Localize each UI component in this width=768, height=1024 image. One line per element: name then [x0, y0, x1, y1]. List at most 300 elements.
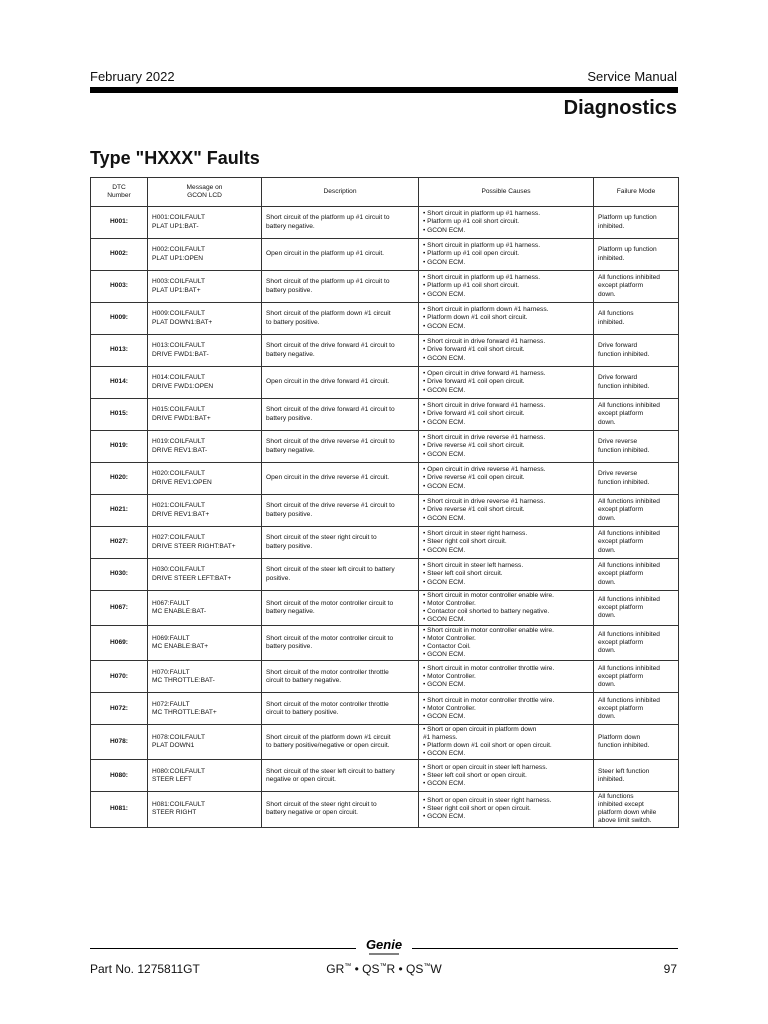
table-row — [91, 527, 679, 559]
description-cell-line: Short circuit of the drive forward #1 circuit to — [266, 406, 395, 414]
causes-cell-line: • Short circuit in motor controller enable wire. — [423, 592, 554, 599]
causes-cell-line: • GCON ECM. — [423, 779, 466, 787]
message-cell-line: H067:FAULT — [152, 600, 190, 608]
message-cell-line: H015:COILFAULT — [152, 406, 206, 414]
message-cell — [148, 239, 262, 271]
failure-mode-cell-line: down. — [598, 680, 616, 688]
causes-cell-line: • GCON ECM. — [423, 546, 466, 554]
failure-mode-cell — [594, 303, 679, 335]
causes-cell-line: • Drive forward #1 coil open circuit. — [423, 378, 525, 386]
description-cell — [262, 335, 419, 367]
causes-cell-line: • Short circuit in motor controller throttle wire. — [423, 664, 555, 672]
failure-mode-cell-line: function inhibited. — [598, 350, 650, 358]
description-cell-line: battery negative. — [266, 350, 315, 358]
description-cell-line: negative or open circuit. — [266, 775, 337, 783]
message-cell-line: H030:COILFAULT — [152, 566, 206, 574]
dtc-number-cell: H001: — [91, 207, 148, 239]
description-cell-line: Open circuit in the platform up #1 circuit. — [266, 250, 385, 258]
footer-page-number: 97 — [663, 962, 677, 976]
causes-cell-line: • GCON ECM. — [423, 616, 466, 624]
causes-cell-line: • Short circuit in drive reverse #1 harness. — [423, 498, 546, 506]
causes-cell-line: • GCON ECM. — [423, 813, 466, 821]
description-cell-line: positive. — [266, 574, 291, 582]
causes-cell-line: • Motor Controller. — [423, 600, 476, 608]
message-cell — [148, 760, 262, 792]
causes-cell-line: #1 harness. — [423, 734, 458, 742]
message-cell — [148, 495, 262, 527]
causes-cell-line: • Short circuit in platform up #1 harness. — [423, 242, 541, 250]
causes-cell-line: • Short circuit in platform up #1 harness. — [423, 274, 541, 282]
causes-cell — [419, 760, 594, 792]
failure-mode-cell-line: Platform up function — [598, 246, 657, 254]
failure-mode-cell-line: All functions — [598, 793, 634, 801]
message-cell-line: H027:COILFAULT — [152, 534, 206, 542]
failure-mode-cell-line: All functions inhibited — [598, 696, 660, 704]
description-cell-line: Short circuit of the steer right circuit to — [266, 534, 377, 542]
table-row — [91, 661, 679, 693]
table-row — [91, 792, 679, 827]
description-cell-line: battery positive. — [266, 542, 313, 550]
description-cell — [262, 760, 419, 792]
failure-mode-cell-line: Drive reverse — [598, 470, 638, 478]
causes-cell-line: • GCON ECM. — [423, 354, 466, 362]
failure-mode-cell-line: All functions inhibited — [598, 498, 660, 506]
message-cell-line: MC THROTTLE:BAT- — [152, 676, 215, 684]
dtc-number-cell: H009: — [91, 303, 148, 335]
failure-mode-cell-line: Platform up function — [598, 214, 657, 222]
dtc-number-cell: H019: — [91, 431, 148, 463]
causes-cell — [419, 399, 594, 431]
table-row — [91, 399, 679, 431]
causes-cell-line: • Steer right coil short or open circuit. — [423, 805, 531, 813]
table-header-row — [91, 178, 679, 207]
failure-mode-cell-line: function inhibited. — [598, 742, 650, 750]
causes-cell-line: • GCON ECM. — [423, 226, 466, 234]
causes-cell — [419, 463, 594, 495]
message-cell — [148, 661, 262, 693]
description-cell-line: Short circuit of the platform up #1 circuit to — [266, 278, 390, 286]
dtc-number-cell: H081: — [91, 792, 148, 827]
header-dtc-number: DTC Number — [91, 178, 148, 207]
causes-cell — [419, 239, 594, 271]
table-row — [91, 239, 679, 271]
causes-cell-line: • GCON ECM. — [423, 680, 466, 688]
causes-cell-line: • GCON ECM. — [423, 651, 466, 659]
description-cell-line: battery positive. — [266, 286, 313, 294]
table-row — [91, 271, 679, 303]
message-cell — [148, 626, 262, 661]
page-title: Type "HXXX" Faults — [90, 148, 260, 168]
footer-part-number: Part No. 1275811GT — [90, 962, 200, 976]
message-cell-line: DRIVE REV1:BAT- — [152, 446, 208, 454]
description-cell-line: Short circuit of the motor controller circuit to — [266, 600, 394, 608]
faults-table — [90, 177, 679, 828]
failure-mode-cell-line: function inhibited. — [598, 478, 650, 486]
causes-cell-line: • Steer right coil short circuit. — [423, 538, 507, 546]
message-cell-line: H021:COILFAULT — [152, 502, 206, 510]
failure-mode-cell-line: down. — [598, 546, 616, 554]
description-cell-line: circuit to battery positive. — [266, 708, 339, 716]
causes-cell-line: • Motor Controller. — [423, 635, 476, 643]
description-cell — [262, 725, 419, 760]
causes-cell-line: • Platform up #1 coil short circuit. — [423, 218, 520, 226]
causes-cell-line: • Steer left coil short circuit. — [423, 570, 503, 578]
table-row — [91, 725, 679, 760]
causes-cell-line: • Short circuit in drive forward #1 harness. — [423, 338, 546, 346]
message-cell — [148, 431, 262, 463]
causes-cell-line: • GCON ECM. — [423, 450, 466, 458]
message-cell-line: H001:COILFAULT — [152, 214, 206, 222]
dtc-number-cell: H080: — [91, 760, 148, 792]
message-cell-line: DRIVE REV1:OPEN — [152, 478, 212, 486]
failure-mode-cell-line: down. — [598, 578, 616, 586]
description-cell-line: battery negative. — [266, 446, 315, 454]
failure-mode-cell-line: inhibited. — [598, 254, 625, 262]
causes-cell — [419, 207, 594, 239]
message-cell — [148, 591, 262, 626]
description-cell-line: Short circuit of the motor controller throttle — [266, 700, 389, 708]
failure-mode-cell-line: All functions inhibited — [598, 596, 660, 604]
description-cell-line: battery positive. — [266, 510, 313, 518]
table-row — [91, 591, 679, 626]
message-cell-line: STEER RIGHT — [152, 809, 197, 817]
table-row — [91, 760, 679, 792]
footer-models: GR™ • QS™R • QS™W — [326, 962, 442, 976]
causes-cell-line: • Platform down #1 coil short or open circuit. — [423, 742, 552, 750]
failure-mode-cell — [594, 693, 679, 725]
failure-mode-cell-line: down. — [598, 514, 616, 522]
message-cell — [148, 527, 262, 559]
dtc-number-cell: H067: — [91, 591, 148, 626]
header-failure-mode: Failure Mode — [594, 178, 679, 207]
causes-cell-line: • Short circuit in steer left harness. — [423, 562, 524, 570]
description-cell-line: Open circuit in the drive forward #1 circuit. — [266, 378, 390, 386]
dtc-number-cell: H014: — [91, 367, 148, 399]
dtc-number-cell: H027: — [91, 527, 148, 559]
message-cell-line: H013:COILFAULT — [152, 342, 206, 350]
causes-cell — [419, 431, 594, 463]
failure-mode-cell-line: inhibited. — [598, 318, 625, 326]
causes-cell-line: • Platform up #1 coil open circuit. — [423, 250, 520, 258]
message-cell-line: DRIVE FWD1:OPEN — [152, 382, 214, 390]
section-title: Diagnostics — [563, 97, 677, 119]
table-row — [91, 431, 679, 463]
header-message: Message on GCON LCD — [148, 178, 262, 207]
failure-mode-cell — [594, 559, 679, 591]
failure-mode-cell — [594, 760, 679, 792]
message-cell — [148, 303, 262, 335]
table-row — [91, 207, 679, 239]
message-cell — [148, 271, 262, 303]
causes-cell-line: • Motor Controller. — [423, 704, 476, 712]
description-cell — [262, 271, 419, 303]
causes-cell-line: • Steer left coil short or open circuit. — [423, 771, 527, 779]
failure-mode-cell-line: except platform — [598, 704, 644, 712]
causes-cell — [419, 661, 594, 693]
failure-mode-cell-line: except platform — [598, 639, 644, 647]
message-cell-line: DRIVE STEER LEFT:BAT+ — [152, 574, 232, 582]
description-cell-line: Short circuit of the steer right circuit to — [266, 801, 377, 809]
causes-cell-line: • Drive forward #1 coil short circuit. — [423, 346, 525, 354]
description-cell — [262, 527, 419, 559]
failure-mode-cell — [594, 239, 679, 271]
causes-cell-line: • Short or open circuit in steer right harness. — [423, 797, 552, 805]
table-row — [91, 693, 679, 725]
causes-cell-line: • GCON ECM. — [423, 578, 466, 586]
table-row — [91, 367, 679, 399]
description-cell — [262, 693, 419, 725]
message-cell-line: PLAT DOWN1:BAT+ — [152, 318, 213, 326]
message-cell-line: H072:FAULT — [152, 700, 190, 708]
causes-cell-line: • Platform down #1 coil short circuit. — [423, 314, 528, 322]
causes-cell-line: • GCON ECM. — [423, 258, 466, 266]
failure-mode-cell — [594, 661, 679, 693]
table-row — [91, 463, 679, 495]
description-cell — [262, 559, 419, 591]
failure-mode-cell — [594, 527, 679, 559]
causes-cell-line: • Short circuit in platform up #1 harness. — [423, 210, 541, 218]
description-cell — [262, 303, 419, 335]
description-cell-line: Short circuit of the platform up #1 circuit to — [266, 214, 390, 222]
message-cell-line: H014:COILFAULT — [152, 374, 206, 382]
dtc-number-cell: H030: — [91, 559, 148, 591]
failure-mode-cell-line: down. — [598, 712, 616, 720]
message-cell — [148, 335, 262, 367]
failure-mode-cell — [594, 463, 679, 495]
failure-mode-cell — [594, 792, 679, 827]
failure-mode-cell — [594, 399, 679, 431]
table-row — [91, 559, 679, 591]
message-cell-line: DRIVE STEER RIGHT:BAT+ — [152, 542, 236, 550]
failure-mode-cell-line: above limit switch. — [598, 817, 652, 825]
failure-mode-cell-line: function inhibited. — [598, 446, 650, 454]
message-cell-line: MC THROTTLE:BAT+ — [152, 708, 217, 716]
causes-cell — [419, 693, 594, 725]
description-cell — [262, 792, 419, 827]
causes-cell — [419, 559, 594, 591]
table-row — [91, 335, 679, 367]
message-cell-line: H002:COILFAULT — [152, 246, 206, 254]
description-cell-line: Short circuit of the platform down #1 circuit — [266, 310, 391, 318]
failure-mode-cell-line: inhibited except — [598, 801, 644, 809]
failure-mode-cell-line: All functions inhibited — [598, 530, 660, 538]
description-cell — [262, 591, 419, 626]
causes-cell-line: • Drive reverse #1 coil short circuit. — [423, 506, 525, 514]
causes-cell-line: • Drive forward #1 coil short circuit. — [423, 410, 525, 418]
causes-cell-line: • GCON ECM. — [423, 386, 466, 394]
causes-cell-line: • Open circuit in drive forward #1 harness. — [423, 370, 546, 378]
causes-cell — [419, 527, 594, 559]
failure-mode-cell-line: Drive forward — [598, 374, 638, 382]
description-cell-line: battery negative or open circuit. — [266, 809, 358, 817]
message-cell — [148, 367, 262, 399]
message-cell-line: DRIVE FWD1:BAT+ — [152, 414, 211, 422]
failure-mode-cell — [594, 725, 679, 760]
header-description: Description — [262, 178, 419, 207]
description-cell-line: battery positive. — [266, 414, 313, 422]
dtc-number-cell: H069: — [91, 626, 148, 661]
failure-mode-cell — [594, 207, 679, 239]
header-date: February 2022 — [90, 69, 175, 84]
description-cell — [262, 239, 419, 271]
message-cell-line: PLAT UP1:BAT- — [152, 222, 199, 230]
failure-mode-cell — [594, 495, 679, 527]
failure-mode-cell-line: down. — [598, 290, 616, 298]
description-cell — [262, 399, 419, 431]
causes-cell — [419, 626, 594, 661]
failure-mode-cell-line: down. — [598, 647, 616, 655]
message-cell — [148, 725, 262, 760]
causes-cell-line: • Short circuit in drive reverse #1 harness. — [423, 434, 546, 442]
failure-mode-cell-line: inhibited. — [598, 222, 625, 230]
message-cell-line: H003:COILFAULT — [152, 278, 206, 286]
failure-mode-cell-line: down. — [598, 612, 616, 620]
message-cell-line: H009:COILFAULT — [152, 310, 206, 318]
message-cell — [148, 463, 262, 495]
failure-mode-cell-line: All functions inhibited — [598, 402, 660, 410]
failure-mode-cell-line: Steer left function — [598, 767, 650, 775]
causes-cell — [419, 792, 594, 827]
message-cell-line: PLAT DOWN1 — [152, 742, 195, 750]
svg-text:Genie: Genie — [365, 937, 403, 952]
footer-rule-left — [90, 948, 356, 949]
failure-mode-cell-line: All functions inhibited — [598, 664, 660, 672]
description-cell — [262, 661, 419, 693]
description-cell — [262, 626, 419, 661]
failure-mode-cell-line: Drive reverse — [598, 438, 638, 446]
message-cell-line: DRIVE FWD1:BAT- — [152, 350, 209, 358]
causes-cell — [419, 591, 594, 626]
description-cell — [262, 207, 419, 239]
failure-mode-cell — [594, 335, 679, 367]
header-rule — [90, 87, 678, 93]
failure-mode-cell-line: except platform — [598, 672, 644, 680]
failure-mode-cell-line: All functions — [598, 310, 634, 318]
table-row — [91, 303, 679, 335]
causes-cell-line: • Short circuit in steer right harness. — [423, 530, 528, 538]
message-cell-line: H069:FAULT — [152, 635, 190, 643]
message-cell-line: MC ENABLE:BAT+ — [152, 643, 209, 651]
description-cell-line: Short circuit of the steer left circuit to battery — [266, 767, 395, 775]
failure-mode-cell — [594, 367, 679, 399]
failure-mode-cell-line: except platform — [598, 410, 644, 418]
failure-mode-cell-line: except platform — [598, 506, 644, 514]
failure-mode-cell — [594, 591, 679, 626]
causes-cell-line: • GCON ECM. — [423, 712, 466, 720]
message-cell-line: H078:COILFAULT — [152, 734, 206, 742]
description-cell-line: Short circuit of the drive reverse #1 circuit to — [266, 438, 395, 446]
failure-mode-cell-line: except platform — [598, 570, 644, 578]
description-cell-line: battery negative. — [266, 608, 315, 616]
failure-mode-cell-line: except platform — [598, 538, 644, 546]
description-cell — [262, 495, 419, 527]
dtc-number-cell: H015: — [91, 399, 148, 431]
causes-cell-line: • GCON ECM. — [423, 322, 466, 330]
causes-cell — [419, 367, 594, 399]
failure-mode-cell-line: Drive forward — [598, 342, 638, 350]
message-cell-line: STEER LEFT — [152, 775, 192, 783]
description-cell-line: Short circuit of the platform down #1 circuit — [266, 734, 391, 742]
causes-cell — [419, 335, 594, 367]
causes-cell-line: • Platform up #1 coil short circuit. — [423, 282, 520, 290]
failure-mode-cell-line: All functions inhibited — [598, 631, 660, 639]
failure-mode-cell — [594, 431, 679, 463]
header-manual-title: Service Manual — [587, 69, 677, 84]
description-cell-line: circuit to battery negative. — [266, 676, 342, 684]
failure-mode-cell-line: platform down while — [598, 809, 657, 817]
causes-cell-line: • GCON ECM. — [423, 418, 466, 426]
failure-mode-cell-line: except platform — [598, 282, 644, 290]
description-cell-line: to battery positive/negative or open circuit. — [266, 742, 390, 750]
message-cell-line: DRIVE REV1:BAT+ — [152, 510, 210, 518]
causes-cell-line: • Motor Controller. — [423, 672, 476, 680]
description-cell-line: to battery positive. — [266, 318, 320, 326]
causes-cell-line: • Contactor coil shorted to battery negative. — [423, 608, 550, 616]
dtc-number-cell: H013: — [91, 335, 148, 367]
description-cell — [262, 367, 419, 399]
description-cell-line: Short circuit of the motor controller circuit to — [266, 635, 394, 643]
description-cell-line: battery negative. — [266, 222, 315, 230]
message-cell — [148, 399, 262, 431]
causes-cell-line: • Short or open circuit in steer left harness. — [423, 763, 548, 771]
table-body — [91, 207, 679, 828]
description-cell-line: Short circuit of the drive forward #1 circuit to — [266, 342, 395, 350]
message-cell-line: H080:COILFAULT — [152, 767, 206, 775]
causes-cell-line: • Drive reverse #1 coil short circuit. — [423, 442, 525, 450]
message-cell-line: H081:COILFAULT — [152, 801, 206, 809]
failure-mode-cell — [594, 626, 679, 661]
causes-cell-line: • Short or open circuit in platform down — [423, 726, 537, 734]
description-cell-line: Short circuit of the steer left circuit to battery — [266, 566, 395, 574]
table-row — [91, 495, 679, 527]
message-cell — [148, 207, 262, 239]
message-cell — [148, 792, 262, 827]
failure-mode-cell-line: Platform down — [598, 734, 641, 742]
message-cell-line: H019:COILFAULT — [152, 438, 206, 446]
dtc-number-cell: H072: — [91, 693, 148, 725]
causes-cell — [419, 271, 594, 303]
causes-cell-line: • GCON ECM. — [423, 750, 466, 758]
dtc-number-cell: H078: — [91, 725, 148, 760]
causes-cell-line: • GCON ECM. — [423, 514, 466, 522]
dtc-number-cell: H003: — [91, 271, 148, 303]
causes-cell-line: • Drive reverse #1 coil open circuit. — [423, 474, 525, 482]
failure-mode-cell-line: function inhibited. — [598, 382, 650, 390]
description-cell-line: battery positive. — [266, 643, 313, 651]
dtc-number-cell: H002: — [91, 239, 148, 271]
message-cell-line: PLAT UP1:OPEN — [152, 254, 204, 262]
causes-cell-line: • Short circuit in platform down #1 harness. — [423, 306, 549, 314]
message-cell-line: PLAT UP1:BAT+ — [152, 286, 201, 294]
description-cell-line: Short circuit of the motor controller throttle — [266, 668, 389, 676]
causes-cell-line: • Contactor Coil. — [423, 643, 471, 651]
message-cell — [148, 693, 262, 725]
failure-mode-cell-line: down. — [598, 418, 616, 426]
dtc-number-cell: H070: — [91, 661, 148, 693]
causes-cell-line: • GCON ECM. — [423, 290, 466, 298]
causes-cell — [419, 303, 594, 335]
failure-mode-cell — [594, 271, 679, 303]
message-cell-line: MC ENABLE:BAT- — [152, 608, 207, 616]
failure-mode-cell-line: All functions inhibited — [598, 274, 660, 282]
message-cell — [148, 559, 262, 591]
causes-cell-line: • Short circuit in motor controller throttle wire. — [423, 696, 555, 704]
dtc-number-cell: H020: — [91, 463, 148, 495]
causes-cell — [419, 725, 594, 760]
failure-mode-cell-line: All functions inhibited — [598, 562, 660, 570]
description-cell — [262, 463, 419, 495]
header-possible-causes: Possible Causes — [419, 178, 594, 207]
